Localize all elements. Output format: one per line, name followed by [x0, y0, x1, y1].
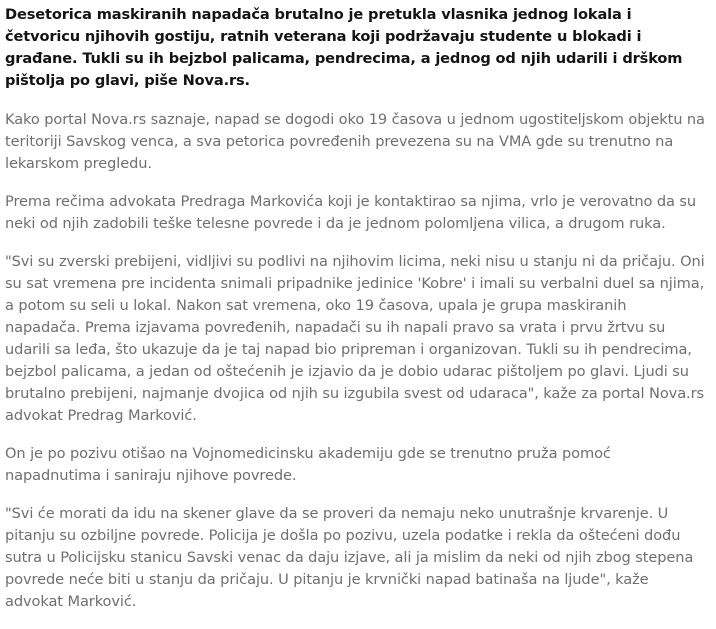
article-paragraph-3: On je po pozivu otišao na Vojnomedicinsku akademiju gde se trenutno pruža pomoć napadnutima i saniraju njihove povrede.: [5, 445, 611, 484]
article-paragraph-quote-1: "Svi su zverski prebijeni, vidljivi su podlivi na njihovim licima, neki nisu u stanju ni da pričaju. Oni su sat vremena pre incidenta snimali pripadnike jedinice 'Kobre' i imali su verbalni duel sa njima, a potom su seli u lokal. Nakon sat vremena, oko 19 časova, upala je grupa maskiranih napadača. Prema izjavama povređenih, napadači su ih napali pravo sa vrata i prvu žrtvu su udarili sa leđa, što ukazuje da je taj napad bio pripreman i organizovan. Tukli su ih pendrecima, bejzbol palicama, a jedan od oštećenih je izjavio da je dobio udarac pištoljem po glavi. Ljudi su brutalno prebijeni, najmanje dvojica od njih su izgubila svest od udaraca", kaže za portal Nova.rs advokat Predrag Marković.: [5, 253, 705, 424]
article-lead: Desetorica maskiranih napadača brutalno je pretukla vlasnika jednog lokala i četvoricu njihovih gostiju, ratnih veterana koji podržavaju studente u blokadi i građane. Tukli su ih bejzbol palicama, pendrecima, a jednog od njih udarili i drškom pištolja po glavi, piše Nova.rs.: [5, 6, 683, 89]
article-paragraph-quote-2: "Svi će morati da idu na skener glave da se proveri da nemaju neko unutrašnje krvarenje. U pitanju su ozbiljne povrede. Policija je došla po pozivu, uzela podatke i rekla da oštećeni dođu sutra u Policijsku stanicu Savski venac da daju izjave, ali ja mislim da neki od njih zbog stepena povrede neće biti u stanju da pričaju. U pitanju je krvnički napad batinaša na ljude", kaže advokat Marković.: [5, 505, 694, 610]
article-paragraph-2: Prema rečima advokata Predraga Markovića koji je kontaktirao sa njima, vrlo je verovatno da su neki od njih zadobili teške telesne povrede i da je jednom polomljena vilica, a drugom ruka.: [5, 193, 697, 232]
article-body: [5, 4, 705, 629]
article-paragraph-1: Kako portal Nova.rs saznaje, napad se dogodi oko 19 časova u jednom ugostiteljskom objektu na teritoriji Savskog venca, a sva petorica povređenih prevezena su na VMA gde su trenutno na lekarskom pregledu.: [5, 111, 705, 172]
